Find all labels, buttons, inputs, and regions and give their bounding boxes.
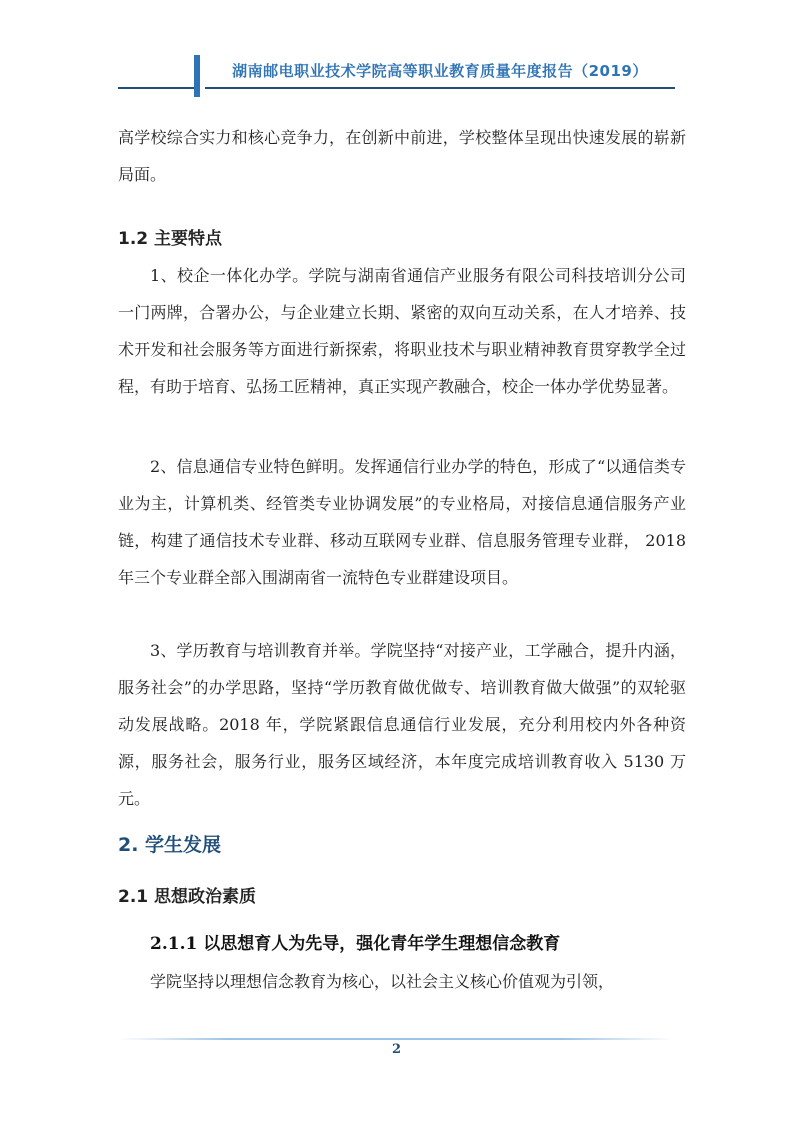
page-number: 2 (391, 1042, 402, 1057)
paragraph-continued: 高学校综合实力和核心竞争力，在创新中前进，学校整体呈现出快速发展的崭新局面。 (118, 128, 686, 184)
header-title: 湖南邮电职业技术学院高等职业教育质量年度报告（2019） (232, 62, 648, 80)
paragraph-ideology: 学院坚持以理想信念教育为核心，以社会主义核心价值观为引领， (150, 972, 615, 991)
paragraph-feature-2: 2、信息通信专业特色鲜明。发挥通信行业办学的特色，形成了“以通信类专业为主，计算机类、经管类专业协调发展”的专业格局，对接信息通信服务产业链，构建了通信技术专业群、移动互联网专业群、信息服务管理专业群， 2018 年三个专业群全部入围湖南省一流特色专业群建设项目。 (118, 457, 686, 587)
section-heading-2: 2. 学生发展 (118, 834, 222, 856)
header-accent-bar (194, 55, 200, 97)
footer-rule (118, 1038, 674, 1040)
section-heading-2-1: 2.1 思想政治素质 (118, 887, 257, 907)
section-heading-1-2: 1.2 主要特点 (118, 229, 223, 249)
paragraph-feature-3: 3、学历教育与培训教育并举。学院坚持“对接产业，工学融合，提升内涵，服务社会”的办学思路，坚持“学历教育做优做专、培训教育做大做强”的双轮驱动发展战略。2018 年，学院紧跟信息通信行业发展，充分利用校内外各种资源，服务社会，服务行业，服务区域经济，本年度完成培训教育收入 5130 万元。 (118, 641, 686, 808)
header-rule-right (205, 87, 675, 89)
section-heading-2-1-1: 2.1.1 以思想育人为先导，强化青年学生理想信念教育 (150, 934, 561, 954)
paragraph-feature-1: 1、校企一体化办学。学院与湖南省通信产业服务有限公司科技培训分公司一门两牌，合署办公，与企业建立长期、紧密的双向互动关系，在人才培养、技术开发和社会服务等方面进行新探索，将职业技术与职业精神教育贯穿教学全过程，有助于培育、弘扬工匠精神，真正实现产教融合，校企一体办学优势显著。 (118, 266, 686, 396)
header-rule-left (118, 87, 194, 89)
